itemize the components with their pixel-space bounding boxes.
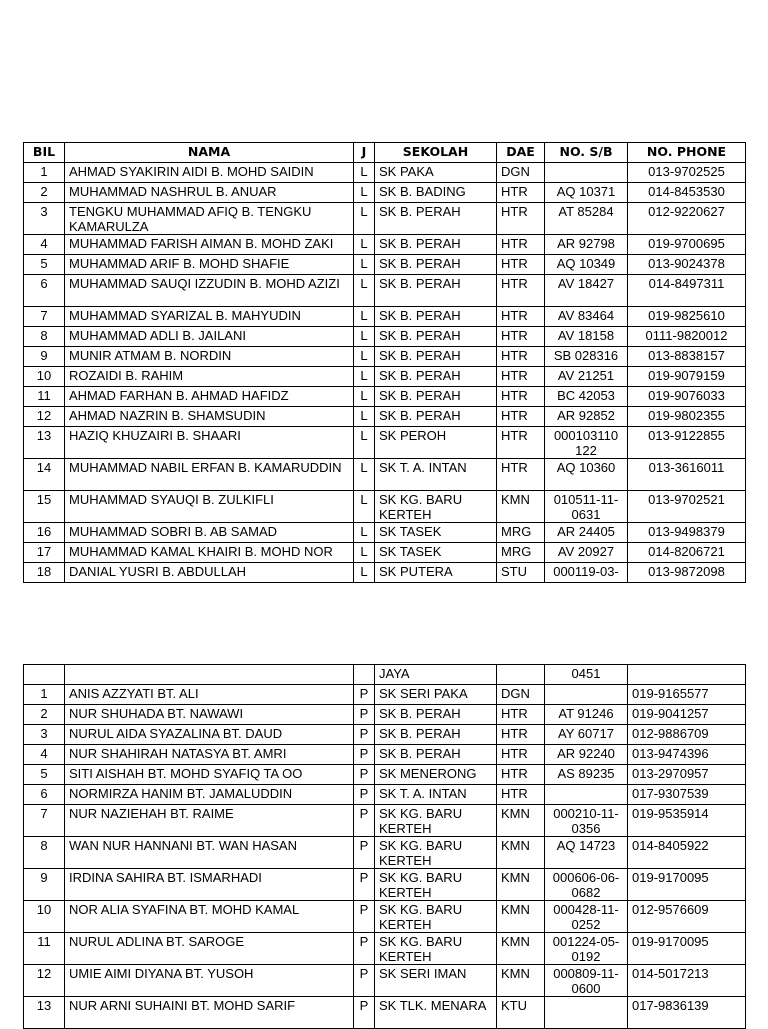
cell-phone: 019-9079159 xyxy=(628,367,746,387)
table-row xyxy=(24,407,746,427)
table-row xyxy=(24,203,746,235)
cell-phone: 013-9872098 xyxy=(628,563,746,583)
header-dae: DAE xyxy=(497,143,545,163)
cell-sekolah: SK KG. BARU KERTEH xyxy=(375,805,497,837)
header-nosb: NO. S/B xyxy=(545,143,628,163)
cell-sekolah: SK KG. BARU KERTEH xyxy=(375,491,497,523)
cell-nama: MUHAMMAD SYAUQI B. ZULKIFLI xyxy=(65,491,354,523)
cell-phone: 013-2970957 xyxy=(628,765,746,785)
cell-phone: 014-5017213 xyxy=(628,965,746,997)
cell-dae: HTR xyxy=(497,203,545,235)
cell-nosb: AV 83464 xyxy=(545,307,628,327)
cell-sekolah: SK TASEK xyxy=(375,543,497,563)
cell-nama: NOR ALIA SYAFINA BT. MOHD KAMAL xyxy=(65,901,354,933)
cell-phone: 014-8497311 xyxy=(628,275,746,307)
cell-phone: 017-9836139 xyxy=(628,997,746,1029)
cell-dae: HTR xyxy=(497,725,545,745)
table-row xyxy=(24,491,746,523)
cell-sekolah: SK MENERONG xyxy=(375,765,497,785)
table-row xyxy=(24,163,746,183)
cell-nama: NUR SHUHADA BT. NAWAWI xyxy=(65,705,354,725)
cell-j: L xyxy=(354,523,375,543)
cell-nama: HAZIQ KHUZAIRI B. SHAARI xyxy=(65,427,354,459)
cell-dae: HTR xyxy=(497,765,545,785)
cell-dae: KMN xyxy=(497,805,545,837)
cell-nosb: 0451 xyxy=(545,665,628,685)
cell-nosb: AY 60717 xyxy=(545,725,628,745)
cell-nosb: AR 92852 xyxy=(545,407,628,427)
cell-bil: 2 xyxy=(24,183,65,203)
cell-bil: 7 xyxy=(24,307,65,327)
cell-nosb: SB 028316 xyxy=(545,347,628,367)
cell-nosb: AQ 10360 xyxy=(545,459,628,491)
cell-nosb: AT 91246 xyxy=(545,705,628,725)
cell-nama: ROZAIDI B. RAHIM xyxy=(65,367,354,387)
cell-sekolah: SK SERI IMAN xyxy=(375,965,497,997)
table-row xyxy=(24,347,746,367)
cell-nama: MUHAMMAD ARIF B. MOHD SHAFIE xyxy=(65,255,354,275)
table-row xyxy=(24,183,746,203)
cell-phone: 012-9886709 xyxy=(628,725,746,745)
cell-phone: 014-8206721 xyxy=(628,543,746,563)
cell-dae: HTR xyxy=(497,347,545,367)
table-row xyxy=(24,933,746,965)
cell-nosb: AV 20927 xyxy=(545,543,628,563)
cell-dae: HTR xyxy=(497,407,545,427)
cell-nama: MUHAMMAD SOBRI B. AB SAMAD xyxy=(65,523,354,543)
cell-phone: 019-9170095 xyxy=(628,933,746,965)
cell-nosb: AS 89235 xyxy=(545,765,628,785)
cell-dae xyxy=(497,665,545,685)
cell-phone: 013-8838157 xyxy=(628,347,746,367)
cell-bil: 14 xyxy=(24,459,65,491)
cell-dae: HTR xyxy=(497,745,545,765)
cell-nosb: 000428-11-0252 xyxy=(545,901,628,933)
cell-j: L xyxy=(354,347,375,367)
cell-dae: DGN xyxy=(497,163,545,183)
cell-nama: WAN NUR HANNANI BT. WAN HASAN xyxy=(65,837,354,869)
cell-bil: 16 xyxy=(24,523,65,543)
cell-sekolah: JAYA xyxy=(375,665,497,685)
cell-sekolah: SK B. PERAH xyxy=(375,255,497,275)
cell-sekolah: SK KG. BARU KERTEH xyxy=(375,933,497,965)
cell-nosb: 010511-11-0631 xyxy=(545,491,628,523)
cell-bil: 1 xyxy=(24,163,65,183)
cell-nosb: AR 92798 xyxy=(545,235,628,255)
cell-j: L xyxy=(354,307,375,327)
header-sekolah: SEKOLAH xyxy=(375,143,497,163)
cell-j: P xyxy=(354,901,375,933)
table-row xyxy=(24,523,746,543)
cell-nama: UMIE AIMI DIYANA BT. YUSOH xyxy=(65,965,354,997)
cell-sekolah: SK B. PERAH xyxy=(375,407,497,427)
cell-phone: 017-9307539 xyxy=(628,785,746,805)
cell-nosb: 000809-11-0600 xyxy=(545,965,628,997)
cell-phone: 019-9535914 xyxy=(628,805,746,837)
table-row xyxy=(24,965,746,997)
cell-bil: 5 xyxy=(24,765,65,785)
cell-dae: STU xyxy=(497,563,545,583)
table-row xyxy=(24,275,746,307)
cell-nama: DANIAL YUSRI B. ABDULLAH xyxy=(65,563,354,583)
cell-j: P xyxy=(354,745,375,765)
header-phone: NO. PHONE xyxy=(628,143,746,163)
student-table-female xyxy=(23,664,746,1029)
cell-dae: HTR xyxy=(497,387,545,407)
cell-sekolah: SK KG. BARU KERTEH xyxy=(375,869,497,901)
cell-sekolah: SK B. PERAH xyxy=(375,725,497,745)
header-j: J xyxy=(354,143,375,163)
cell-phone: 013-9702521 xyxy=(628,491,746,523)
cell-sekolah: SK B. BADING xyxy=(375,183,497,203)
cell-j: L xyxy=(354,459,375,491)
cell-bil: 12 xyxy=(24,965,65,997)
cell-nama: MUHAMMAD SYARIZAL B. MAHYUDIN xyxy=(65,307,354,327)
cell-bil: 3 xyxy=(24,725,65,745)
cell-dae: KMN xyxy=(497,901,545,933)
cell-j: L xyxy=(354,163,375,183)
cell-sekolah: SK B. PERAH xyxy=(375,387,497,407)
cell-bil: 11 xyxy=(24,933,65,965)
table-row xyxy=(24,745,746,765)
cell-dae: KMN xyxy=(497,933,545,965)
cell-phone: 019-9802355 xyxy=(628,407,746,427)
cell-dae: MRG xyxy=(497,543,545,563)
cell-nosb: AQ 10371 xyxy=(545,183,628,203)
cell-nosb: AT 85284 xyxy=(545,203,628,235)
cell-nosb xyxy=(545,685,628,705)
cell-j: P xyxy=(354,765,375,785)
cell-nama: NUR NAZIEHAH BT. RAIME xyxy=(65,805,354,837)
cell-nama: MUHAMMAD KAMAL KHAIRI B. MOHD NOR xyxy=(65,543,354,563)
cell-dae: HTR xyxy=(497,705,545,725)
cell-phone: 012-9220627 xyxy=(628,203,746,235)
cell-phone: 013-9498379 xyxy=(628,523,746,543)
cell-bil: 18 xyxy=(24,563,65,583)
table-row xyxy=(24,307,746,327)
cell-dae: HTR xyxy=(497,785,545,805)
cell-bil: 10 xyxy=(24,901,65,933)
cell-dae: HTR xyxy=(497,307,545,327)
cell-bil xyxy=(24,665,65,685)
cell-nosb: AV 18158 xyxy=(545,327,628,347)
cell-phone: 013-9474396 xyxy=(628,745,746,765)
cell-sekolah: SK B. PERAH xyxy=(375,745,497,765)
cell-j: L xyxy=(354,203,375,235)
cell-nosb: AQ 14723 xyxy=(545,837,628,869)
cell-nama: AHMAD FARHAN B. AHMAD HAFIDZ xyxy=(65,387,354,407)
cell-bil: 9 xyxy=(24,347,65,367)
cell-nama: MUHAMMAD ADLI B. JAILANI xyxy=(65,327,354,347)
cell-nosb: 000606-06-0682 xyxy=(545,869,628,901)
cell-sekolah: SK KG. BARU KERTEH xyxy=(375,837,497,869)
cell-dae: KMN xyxy=(497,491,545,523)
cell-dae: KMN xyxy=(497,965,545,997)
cell-nosb: BC 42053 xyxy=(545,387,628,407)
cell-nama: NURUL AIDA SYAZALINA BT. DAUD xyxy=(65,725,354,745)
cell-j: P xyxy=(354,805,375,837)
cell-sekolah: SK PUTERA xyxy=(375,563,497,583)
cell-bil: 12 xyxy=(24,407,65,427)
cell-bil: 6 xyxy=(24,275,65,307)
cell-phone: 019-9165577 xyxy=(628,685,746,705)
cell-sekolah: SK B. PERAH xyxy=(375,327,497,347)
cell-sekolah: SK B. PERAH xyxy=(375,347,497,367)
cell-j: L xyxy=(354,183,375,203)
cell-dae: MRG xyxy=(497,523,545,543)
table-row xyxy=(24,685,746,705)
cell-bil: 2 xyxy=(24,705,65,725)
cell-nama: SITI AISHAH BT. MOHD SYAFIQ TA OO xyxy=(65,765,354,785)
table-row xyxy=(24,235,746,255)
cell-j: L xyxy=(354,367,375,387)
cell-sekolah: SK B. PERAH xyxy=(375,705,497,725)
cell-phone: 014-8405922 xyxy=(628,837,746,869)
cell-nama: TENGKU MUHAMMAD AFIQ B. TENGKU KAMARULZA xyxy=(65,203,354,235)
cell-nama: MUHAMMAD NABIL ERFAN B. KAMARUDDIN xyxy=(65,459,354,491)
cell-bil: 9 xyxy=(24,869,65,901)
cell-nosb: AQ 10349 xyxy=(545,255,628,275)
cell-nosb xyxy=(545,785,628,805)
cell-j: P xyxy=(354,725,375,745)
cell-bil: 3 xyxy=(24,203,65,235)
cell-sekolah: SK B. PERAH xyxy=(375,275,497,307)
cell-phone: 019-9076033 xyxy=(628,387,746,407)
table-row xyxy=(24,765,746,785)
cell-dae: HTR xyxy=(497,255,545,275)
cell-nosb: AR 92240 xyxy=(545,745,628,765)
cell-phone: 014-8453530 xyxy=(628,183,746,203)
cell-dae: HTR xyxy=(497,183,545,203)
table-row xyxy=(24,367,746,387)
cell-dae: DGN xyxy=(497,685,545,705)
header-bil: BIL xyxy=(24,143,65,163)
cell-bil: 13 xyxy=(24,997,65,1029)
cell-phone: 0111-9820012 xyxy=(628,327,746,347)
cell-bil: 11 xyxy=(24,387,65,407)
continuation-row xyxy=(24,665,746,685)
cell-j: P xyxy=(354,705,375,725)
cell-j: P xyxy=(354,997,375,1029)
cell-bil: 17 xyxy=(24,543,65,563)
cell-j: L xyxy=(354,427,375,459)
cell-sekolah: SK T. A. INTAN xyxy=(375,785,497,805)
cell-j: L xyxy=(354,235,375,255)
cell-sekolah: SK TLK. MENARA xyxy=(375,997,497,1029)
cell-nama xyxy=(65,665,354,685)
cell-dae: HTR xyxy=(497,427,545,459)
cell-j: P xyxy=(354,869,375,901)
table-header-row xyxy=(24,143,746,163)
cell-nosb: 000103110 122 xyxy=(545,427,628,459)
cell-nama: MUHAMMAD SAUQI IZZUDIN B. MOHD AZIZI xyxy=(65,275,354,307)
cell-bil: 4 xyxy=(24,745,65,765)
cell-dae: HTR xyxy=(497,235,545,255)
table-row xyxy=(24,901,746,933)
student-table-male xyxy=(23,142,746,583)
cell-bil: 4 xyxy=(24,235,65,255)
table-row xyxy=(24,327,746,347)
cell-sekolah: SK T. A. INTAN xyxy=(375,459,497,491)
cell-phone: 013-9122855 xyxy=(628,427,746,459)
cell-j: L xyxy=(354,543,375,563)
table-row xyxy=(24,837,746,869)
cell-dae: KTU xyxy=(497,997,545,1029)
cell-phone: 019-9825610 xyxy=(628,307,746,327)
cell-sekolah: SK B. PERAH xyxy=(375,367,497,387)
cell-bil: 8 xyxy=(24,327,65,347)
cell-j: P xyxy=(354,837,375,869)
header-nama: NAMA xyxy=(65,143,354,163)
cell-phone: 013-3616011 xyxy=(628,459,746,491)
cell-nama: NUR ARNI SUHAINI BT. MOHD SARIF xyxy=(65,997,354,1029)
cell-nosb xyxy=(545,163,628,183)
table-row xyxy=(24,705,746,725)
cell-nosb: 000119-03- xyxy=(545,563,628,583)
cell-bil: 5 xyxy=(24,255,65,275)
cell-j xyxy=(354,665,375,685)
cell-dae: HTR xyxy=(497,275,545,307)
cell-nosb: AV 21251 xyxy=(545,367,628,387)
cell-nama: NORMIRZA HANIM BT. JAMALUDDIN xyxy=(65,785,354,805)
cell-phone: 019-9041257 xyxy=(628,705,746,725)
cell-j: P xyxy=(354,933,375,965)
cell-nama: NUR SHAHIRAH NATASYA BT. AMRI xyxy=(65,745,354,765)
cell-dae: KMN xyxy=(497,869,545,901)
table-row xyxy=(24,427,746,459)
cell-phone xyxy=(628,665,746,685)
cell-sekolah: SK PAKA xyxy=(375,163,497,183)
cell-j: P xyxy=(354,965,375,997)
cell-j: L xyxy=(354,407,375,427)
table-row xyxy=(24,255,746,275)
cell-nosb: 000210-11-0356 xyxy=(545,805,628,837)
cell-nama: IRDINA SAHIRA BT. ISMARHADI xyxy=(65,869,354,901)
cell-sekolah: SK SERI PAKA xyxy=(375,685,497,705)
cell-j: P xyxy=(354,785,375,805)
cell-bil: 13 xyxy=(24,427,65,459)
cell-bil: 10 xyxy=(24,367,65,387)
cell-sekolah: SK B. PERAH xyxy=(375,235,497,255)
cell-bil: 6 xyxy=(24,785,65,805)
cell-dae: KMN xyxy=(497,837,545,869)
cell-bil: 1 xyxy=(24,685,65,705)
table-row xyxy=(24,725,746,745)
cell-bil: 8 xyxy=(24,837,65,869)
cell-nosb: AR 24405 xyxy=(545,523,628,543)
table-row xyxy=(24,543,746,563)
cell-dae: HTR xyxy=(497,367,545,387)
cell-j: L xyxy=(354,255,375,275)
cell-sekolah: SK KG. BARU KERTEH xyxy=(375,901,497,933)
cell-bil: 15 xyxy=(24,491,65,523)
table-row xyxy=(24,563,746,583)
cell-sekolah: SK TASEK xyxy=(375,523,497,543)
cell-sekolah: SK PEROH xyxy=(375,427,497,459)
cell-dae: HTR xyxy=(497,327,545,347)
cell-phone: 013-9702525 xyxy=(628,163,746,183)
cell-sekolah: SK B. PERAH xyxy=(375,307,497,327)
cell-nama: MUHAMMAD FARISH AIMAN B. MOHD ZAKI xyxy=(65,235,354,255)
cell-j: L xyxy=(354,387,375,407)
table-row xyxy=(24,805,746,837)
cell-nama: MUNIR ATMAM B. NORDIN xyxy=(65,347,354,367)
cell-nama: AHMAD SYAKIRIN AIDI B. MOHD SAIDIN xyxy=(65,163,354,183)
cell-phone: 019-9700695 xyxy=(628,235,746,255)
cell-j: P xyxy=(354,685,375,705)
cell-j: L xyxy=(354,275,375,307)
cell-nama: AHMAD NAZRIN B. SHAMSUDIN xyxy=(65,407,354,427)
cell-nosb: AV 18427 xyxy=(545,275,628,307)
cell-phone: 019-9170095 xyxy=(628,869,746,901)
cell-nama: MUHAMMAD NASHRUL B. ANUAR xyxy=(65,183,354,203)
cell-j: L xyxy=(354,327,375,347)
table-row xyxy=(24,387,746,407)
cell-nama: NURUL ADLINA BT. SAROGE xyxy=(65,933,354,965)
cell-phone: 012-9576609 xyxy=(628,901,746,933)
cell-dae: HTR xyxy=(497,459,545,491)
cell-phone: 013-9024378 xyxy=(628,255,746,275)
table-row xyxy=(24,785,746,805)
cell-nosb: 001224-05-0192 xyxy=(545,933,628,965)
cell-sekolah: SK B. PERAH xyxy=(375,203,497,235)
cell-j: L xyxy=(354,563,375,583)
cell-nama: ANIS AZZYATI BT. ALI xyxy=(65,685,354,705)
table-row xyxy=(24,459,746,491)
table-row xyxy=(24,869,746,901)
cell-j: L xyxy=(354,491,375,523)
cell-bil: 7 xyxy=(24,805,65,837)
